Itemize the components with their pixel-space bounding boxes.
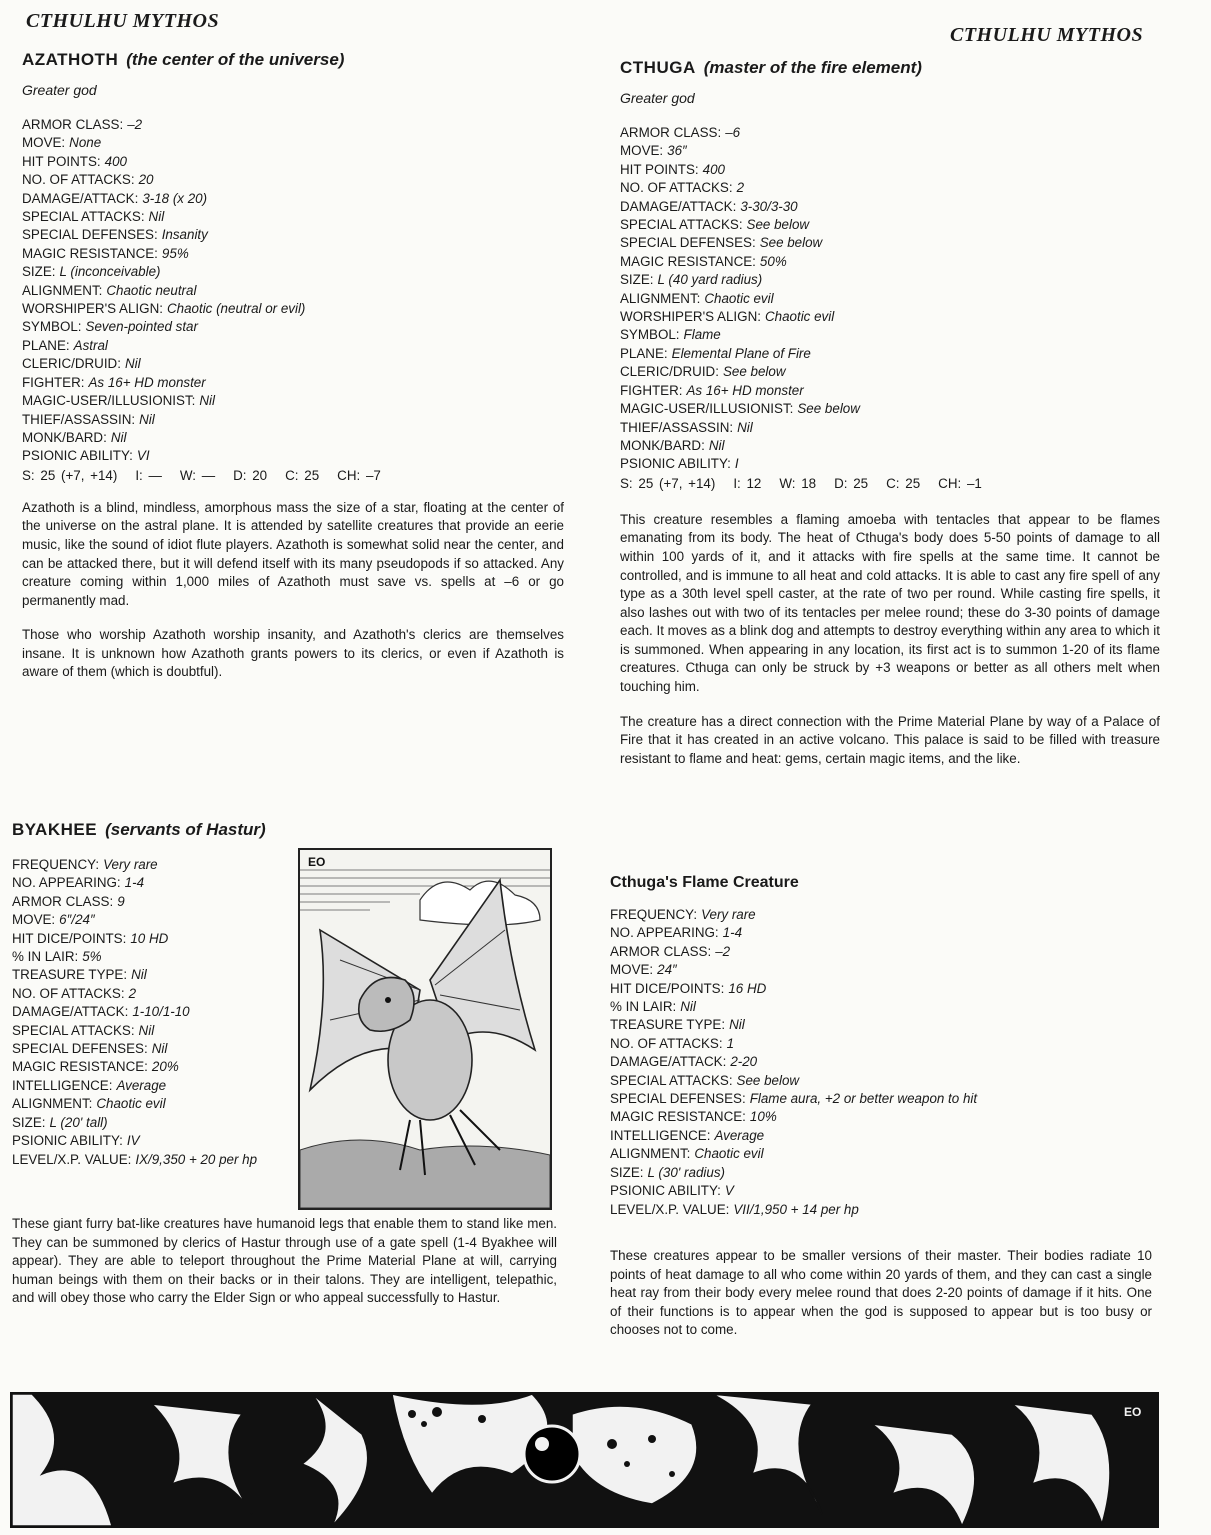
entry-type: Greater god — [22, 82, 97, 98]
stat-label: SPECIAL DEFENSES: — [22, 227, 158, 243]
entry-subtitle: (servants of Hastur) — [105, 820, 266, 839]
stat-label: FIGHTER: — [22, 374, 85, 390]
stat-value: 95% — [161, 245, 189, 261]
stat-label: DAMAGE/ATTACK: — [620, 198, 737, 214]
stat-label: % IN LAIR: — [610, 999, 677, 1015]
description-paragraph: The creature has a direct connection with the Prime Material Plane by way of a Palace of Fire that it has created in an active volcano. This palace is said to be filled with treasure resistant to flame and heat: gems, certain magic items, and the like. — [620, 713, 1160, 766]
running-head-right: CTHULHU MYTHOS — [950, 24, 1144, 46]
stat-label: MOVE: — [22, 135, 66, 151]
stat-value: 36″ — [667, 143, 687, 159]
stat-row — [620, 363, 1160, 381]
stat-value: None — [69, 135, 102, 151]
stat-value: 10 HD — [130, 930, 169, 946]
stat-label: PSIONIC ABILITY: — [22, 448, 133, 464]
stat-row — [610, 924, 1152, 942]
stat-row — [12, 1151, 277, 1169]
stat-row — [12, 1022, 277, 1040]
stat-row — [22, 447, 564, 465]
stat-row — [12, 893, 277, 911]
stat-value: Chaotic neutral — [106, 282, 197, 298]
stat-value: Nil — [110, 429, 127, 445]
stat-label: SPECIAL DEFENSES: — [12, 1041, 148, 1057]
stat-value: 9 — [117, 893, 125, 909]
decorative-border-art — [10, 1392, 1159, 1528]
stat-value: Nil — [708, 437, 725, 453]
stat-row — [620, 179, 1160, 197]
stat-label: MAGIC RESISTANCE: — [22, 245, 158, 261]
stat-value: L (30' radius) — [647, 1164, 725, 1180]
stat-label: INTELLIGENCE: — [12, 1077, 113, 1093]
cosmic-flames-drawing — [12, 1394, 1157, 1526]
entry-title — [22, 50, 564, 70]
stat-row — [610, 1145, 1152, 1163]
entry-name: Cthuga's Flame Creature — [610, 874, 799, 891]
stat-label: MAGIC-USER/ILLUSIONIST: — [22, 393, 196, 409]
stat-row — [12, 1077, 277, 1095]
stat-row — [620, 290, 1160, 308]
stat-value: Nil — [729, 1017, 745, 1033]
stat-row — [22, 134, 564, 152]
stat-label: MONK/BARD: — [620, 437, 705, 453]
stat-label: SIZE: — [12, 1114, 46, 1130]
stat-value: Chaotic evil — [704, 290, 774, 306]
stat-row — [610, 943, 1152, 961]
stat-row — [610, 1182, 1152, 1200]
stat-value: 400 — [104, 153, 127, 169]
stat-block — [22, 116, 564, 466]
stat-row — [620, 382, 1160, 400]
stat-block — [610, 906, 1152, 1219]
stat-row — [620, 142, 1160, 160]
stat-value: 20 — [138, 172, 154, 188]
stat-label: PLANE: — [620, 345, 668, 361]
stat-label: ARMOR CLASS: — [610, 943, 712, 959]
stat-value: Chaotic (neutral or evil) — [166, 301, 306, 317]
stat-row — [610, 998, 1152, 1016]
stat-row — [620, 400, 1160, 418]
stat-label: HIT POINTS: — [620, 161, 699, 177]
stat-label: MAGIC-USER/ILLUSIONIST: — [620, 401, 794, 417]
stat-value: Insanity — [161, 227, 208, 243]
stat-value: 1-4 — [124, 875, 145, 891]
ability-score: W: — — [179, 467, 216, 483]
stat-row — [22, 153, 564, 171]
stat-row — [12, 1003, 277, 1021]
running-head-left: CTHULHU MYTHOS — [26, 10, 220, 32]
stat-row — [620, 455, 1160, 473]
stat-label: DAMAGE/ATTACK: — [610, 1054, 727, 1070]
stat-row — [610, 1035, 1152, 1053]
flame-creature-entry — [610, 874, 1152, 1340]
stat-value: Chaotic evil — [694, 1146, 764, 1162]
stat-value: 1 — [726, 1035, 735, 1051]
description-paragraph: Those who worship Azathoth worship insanity, and Azathoth's clerics are themselves insane. It is unknown how Azathoth grants powers to its clerics, or even if Azathoth is aware of them (which is doubtful). — [22, 627, 564, 680]
stat-value: IV — [126, 1133, 140, 1149]
entry-subtitle: (the center of the universe) — [126, 50, 345, 69]
stat-label: HIT DICE/POINTS: — [610, 980, 725, 996]
stat-label: MAGIC RESISTANCE: — [610, 1109, 746, 1125]
stat-row — [22, 263, 564, 281]
stat-value: 1-10/1-10 — [132, 1004, 190, 1020]
cthuga-entry — [620, 58, 1160, 768]
stat-label: TREASURE TYPE: — [610, 1017, 726, 1033]
stat-label: ARMOR CLASS: — [620, 125, 722, 140]
stat-row — [12, 911, 277, 929]
stat-value: 16 HD — [728, 980, 767, 996]
stat-row — [22, 116, 564, 134]
stat-row — [22, 337, 564, 355]
stat-value: 20% — [151, 1059, 179, 1075]
stat-row — [620, 198, 1160, 216]
stat-label: SIZE: — [620, 272, 654, 288]
azathoth-entry — [22, 50, 564, 682]
stat-row — [12, 985, 277, 1003]
stat-value: 24″ — [657, 962, 677, 978]
stat-label: NO. APPEARING: — [12, 875, 121, 891]
stat-row — [22, 318, 564, 336]
stat-label: MAGIC RESISTANCE: — [620, 253, 756, 269]
artist-signature: EO — [308, 855, 326, 869]
stat-label: SPECIAL ATTACKS: — [22, 209, 145, 225]
stat-label: PLANE: — [22, 337, 70, 353]
ability-scores — [620, 476, 1160, 491]
stat-block — [620, 124, 1160, 474]
stat-value: Astral — [73, 337, 108, 353]
stat-block — [12, 856, 277, 1169]
stat-row — [12, 1058, 277, 1076]
ability-score: I: 12 — [733, 475, 762, 491]
stat-row — [12, 1095, 277, 1113]
stat-label: ALIGNMENT: — [12, 1096, 93, 1112]
stat-value: Elemental Plane of Fire — [671, 345, 811, 361]
stat-value: 10% — [749, 1109, 777, 1125]
stat-value: Average — [714, 1127, 765, 1143]
stat-value: L (20' tall) — [49, 1114, 108, 1130]
stat-label: ALIGNMENT: — [22, 282, 103, 298]
stat-row — [620, 161, 1160, 179]
stat-label: DAMAGE/ATTACK: — [12, 1004, 129, 1020]
stat-value: –2 — [127, 117, 143, 132]
stat-row — [620, 271, 1160, 289]
ability-score: CH: –7 — [337, 467, 381, 483]
stat-row — [22, 411, 564, 429]
entry-title — [12, 820, 557, 840]
stat-value: 6″/24″ — [59, 912, 95, 928]
entry-title — [620, 58, 1160, 78]
description-paragraph: This creature resembles a flaming amoeba with tentacles that appear to be flames emanating from its body. The heat of Cthuga's body does 5-50 points of damage to all within 100 yards of it, and it attacks with fire spells at the same time. It cannot be controlled, and is immune to all heat and cold attacks. It is able to cast any fire spell of any type as a 30th level spell caster, at the rate of two per round. While casting fire spells, it also lashes out with two of its tentacles per melee round; these do 3-30 points of damage each. It moves as a blink dog and attempts to destroy everything within any area to which it is summoned. When appearing in any location, its first act is to summon 1-20 of its flame creatures. Cthuga can only be struck by +3 weapons or better as all others melt when touching him. — [620, 511, 1160, 695]
stat-label: SYMBOL: — [620, 327, 680, 343]
ability-score: S: 25 (+7, +14) — [22, 467, 118, 483]
stat-label: LEVEL/X.P. VALUE: — [12, 1151, 132, 1167]
stat-row — [12, 856, 277, 874]
stat-label: ARMOR CLASS: — [12, 893, 114, 909]
stat-row — [610, 961, 1152, 979]
stat-value: VI — [136, 448, 150, 464]
stat-value: See below — [759, 235, 823, 251]
stat-row — [12, 930, 277, 948]
stat-row — [22, 282, 564, 300]
stat-row — [610, 1016, 1152, 1034]
stat-label: ALIGNMENT: — [620, 290, 701, 306]
stat-row — [610, 1164, 1152, 1182]
stat-row — [620, 216, 1160, 234]
stat-row — [610, 906, 1152, 924]
stat-row — [610, 1053, 1152, 1071]
entry-subtitle: (master of the fire element) — [703, 58, 922, 77]
stat-value: See below — [722, 364, 786, 380]
stat-label: NO. OF ATTACKS: — [22, 172, 135, 188]
stat-label: DAMAGE/ATTACK: — [22, 190, 139, 206]
stat-row — [12, 1040, 277, 1058]
stat-label: FREQUENCY: — [12, 857, 100, 872]
stat-value: Flame — [683, 327, 721, 343]
stat-value: IX/9,350 + 20 per hp — [135, 1151, 258, 1167]
stat-label: PSIONIC ABILITY: — [610, 1183, 721, 1199]
stat-row — [12, 948, 277, 966]
stat-row — [620, 124, 1160, 142]
stat-label: SPECIAL DEFENSES: — [610, 1091, 746, 1107]
stat-row — [610, 1127, 1152, 1145]
stat-value: See below — [797, 401, 860, 417]
stat-label: NO. APPEARING: — [610, 925, 719, 941]
stat-label: MOVE: — [12, 912, 56, 928]
ability-score: W: 18 — [779, 475, 817, 491]
stat-label: PSIONIC ABILITY: — [12, 1133, 123, 1149]
stat-label: CLERIC/DRUID: — [620, 364, 719, 380]
stat-value: Nil — [131, 967, 147, 983]
stat-label: THIEF/ASSASSIN: — [22, 411, 136, 427]
stat-label: HIT POINTS: — [22, 153, 101, 169]
stat-value: Nil — [680, 999, 696, 1015]
stat-value: As 16+ HD monster — [88, 374, 206, 390]
stat-label: MOVE: — [610, 962, 654, 978]
stat-label: THIEF/ASSASSIN: — [620, 419, 734, 435]
stat-row — [620, 308, 1160, 326]
ability-scores — [22, 468, 564, 483]
stat-value: Nil — [199, 393, 215, 409]
stat-label: SIZE: — [610, 1164, 644, 1180]
stat-value: Nil — [737, 419, 753, 435]
stat-label: SIZE: — [22, 264, 56, 280]
stat-value: Average — [116, 1077, 167, 1093]
ability-score: I: — — [135, 467, 162, 483]
description-paragraph: These creatures appear to be smaller versions of their master. Their bodies radiate 10 points of heat damage to all who come within 20 yards of them, and they can cast a single heat ray from their body every melee round that does 2-20 points of damage if it hits. One of their functions is to appear when the god is supposed to appear but is too busy or chooses not to come. — [610, 1247, 1152, 1338]
byakhee-illustration — [298, 848, 552, 1210]
stat-row — [22, 429, 564, 447]
stat-row — [610, 1072, 1152, 1090]
stat-label: MOVE: — [620, 143, 664, 159]
stat-label: SPECIAL ATTACKS: — [12, 1022, 135, 1038]
stat-label: NO. OF ATTACKS: — [610, 1035, 723, 1051]
stat-label: SYMBOL: — [22, 319, 82, 335]
stat-row — [610, 1108, 1152, 1126]
stat-value: –6 — [725, 125, 741, 140]
stat-row — [620, 345, 1160, 363]
stat-label: FIGHTER: — [620, 382, 683, 398]
stat-row — [22, 226, 564, 244]
stat-value: 2 — [736, 180, 745, 196]
stat-row — [610, 980, 1152, 998]
ability-score: D: 25 — [834, 475, 869, 491]
stat-value: 3-30/3-30 — [740, 198, 798, 214]
stat-label: SPECIAL DEFENSES: — [620, 235, 756, 251]
ability-score: C: 25 — [886, 475, 921, 491]
stat-value: I — [734, 456, 739, 472]
entry-name: AZATHOTH — [22, 50, 119, 69]
stat-label: NO. OF ATTACKS: — [12, 985, 125, 1001]
stat-label: FREQUENCY: — [610, 907, 698, 922]
stat-row — [22, 300, 564, 318]
stat-value: 3-18 (x 20) — [142, 190, 208, 206]
stat-value: 1-4 — [722, 925, 743, 941]
stat-label: % IN LAIR: — [12, 949, 79, 965]
entry-type: Greater god — [620, 90, 695, 106]
stat-value: L (inconceivable) — [59, 264, 161, 280]
stat-row — [620, 419, 1160, 437]
stat-label: WORSHIPER'S ALIGN: — [22, 301, 163, 317]
stat-label: PSIONIC ABILITY: — [620, 456, 731, 472]
stat-row — [22, 392, 564, 410]
stat-value: Nil — [138, 1022, 155, 1038]
stat-label: SPECIAL ATTACKS: — [620, 217, 743, 233]
stat-value: 2 — [128, 985, 137, 1001]
description-paragraph: These giant furry bat-like creatures have humanoid legs that enable them to stand like men. They can be summoned by clerics of Hastur through use of a gate spell (1-4 Byakhee will appear). They are able to teleport throughout the Prime Material Plane at will, carrying human beings with them on their backs or in their talons. They are intelligent, telepathic, and will obey those who carry the Elder Sign or who appeal successfully to Hastur. — [12, 1215, 557, 1306]
ability-score: CH: –1 — [938, 475, 982, 491]
description-paragraph: Azathoth is a blind, mindless, amorphous mass the size of a star, floating at the center of the universe on the astral plane. It is attended by satellite creatures that provide an eerie music, like the sound of idiot flute players. Azathoth is somewhat solid near the center, and can be attacked there, but it will defend itself with its many pseudopods if so attacked. Any creature coming within 1,000 miles of Azathoth must save vs. spells at –6 or go permanently mad. — [22, 499, 564, 608]
stat-row — [610, 1201, 1152, 1219]
stat-row — [620, 437, 1160, 455]
stat-value: Nil — [151, 1041, 168, 1057]
stat-value: Nil — [139, 411, 155, 427]
stat-row — [22, 374, 564, 392]
stat-value: V — [724, 1183, 734, 1199]
stat-value: See below — [736, 1072, 800, 1088]
stat-label: ARMOR CLASS: — [22, 117, 124, 132]
stat-label: MONK/BARD: — [22, 429, 107, 445]
stat-label: SPECIAL ATTACKS: — [610, 1072, 733, 1088]
stat-row — [12, 1114, 277, 1132]
stat-label: CLERIC/DRUID: — [22, 356, 121, 372]
stat-value: Nil — [124, 356, 141, 372]
ability-score: S: 25 (+7, +14) — [620, 475, 716, 491]
stat-value: Very rare — [103, 857, 158, 872]
stat-value: Flame aura, +2 or better weapon to hit — [749, 1091, 978, 1107]
stat-value: 400 — [702, 161, 725, 177]
stat-value: –2 — [715, 943, 731, 959]
stat-row — [610, 1090, 1152, 1108]
stat-row — [620, 234, 1160, 252]
stat-value: L (40 yard radius) — [657, 272, 763, 288]
stat-label: INTELLIGENCE: — [610, 1127, 711, 1143]
stat-row — [12, 1132, 277, 1150]
stat-row — [12, 874, 277, 892]
stat-value: See below — [746, 217, 810, 233]
stat-label: NO. OF ATTACKS: — [620, 180, 733, 196]
stat-value: 5% — [82, 949, 102, 965]
stat-label: ALIGNMENT: — [610, 1146, 691, 1162]
stat-value: Nil — [148, 209, 165, 225]
stat-label: HIT DICE/POINTS: — [12, 930, 127, 946]
stat-value: Chaotic evil — [764, 309, 835, 325]
entry-name: BYAKHEE — [12, 820, 98, 839]
ability-score: C: 25 — [285, 467, 320, 483]
stat-row — [22, 245, 564, 263]
stat-value: 2-20 — [730, 1054, 758, 1070]
stat-value: VII/1,950 + 14 per hp — [733, 1201, 859, 1217]
stat-value: 50% — [759, 253, 787, 269]
stat-row — [22, 190, 564, 208]
stat-value: Seven-pointed star — [85, 319, 198, 335]
stat-row — [12, 966, 277, 984]
byakhee-drawing — [300, 850, 550, 1208]
stat-label: WORSHIPER'S ALIGN: — [620, 309, 761, 325]
stat-label: LEVEL/X.P. VALUE: — [610, 1201, 730, 1217]
stat-row — [620, 253, 1160, 271]
stat-row — [620, 326, 1160, 344]
entry-name: CTHUGA — [620, 58, 696, 77]
ability-score: D: 20 — [233, 467, 268, 483]
stat-value: Very rare — [701, 907, 756, 922]
stat-label: TREASURE TYPE: — [12, 967, 128, 983]
stat-label: MAGIC RESISTANCE: — [12, 1059, 148, 1075]
stat-row — [22, 171, 564, 189]
stat-row — [22, 208, 564, 226]
stat-value: As 16+ HD monster — [686, 382, 804, 398]
stat-value: Chaotic evil — [96, 1096, 166, 1112]
stat-row — [22, 355, 564, 373]
artist-signature: EO — [1124, 1405, 1142, 1419]
